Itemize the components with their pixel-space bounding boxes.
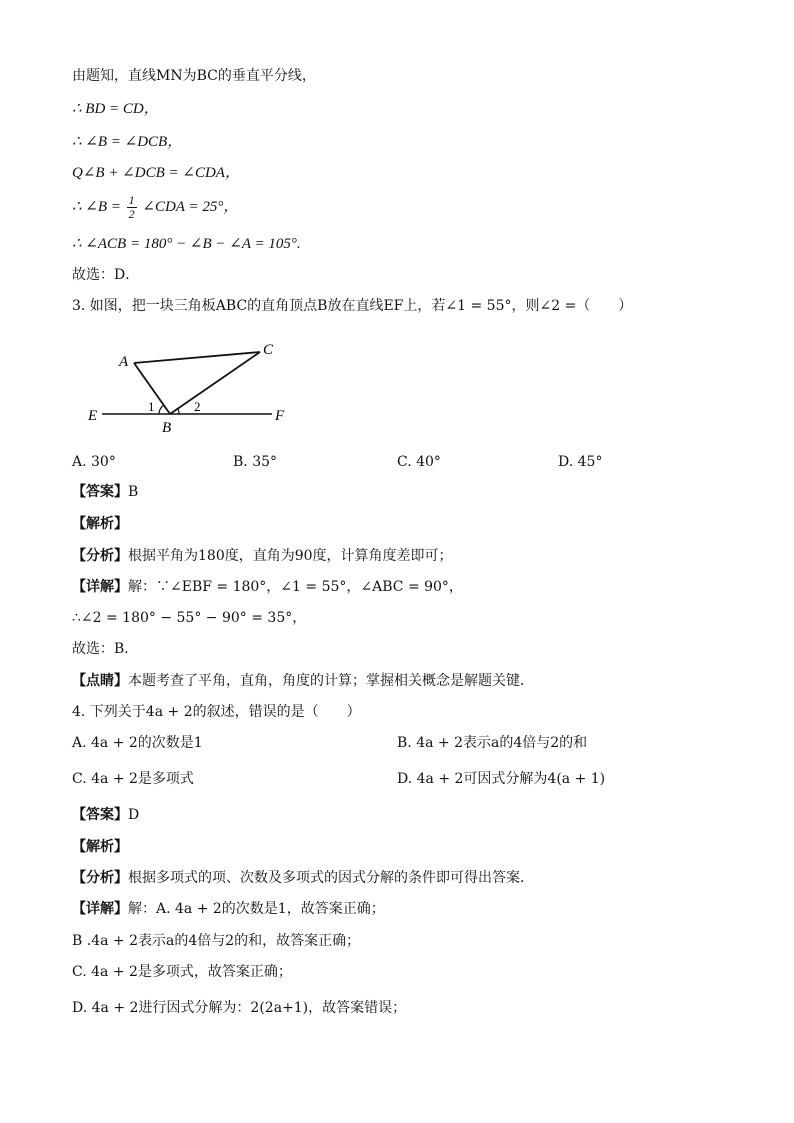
q3-option-b: B. 35°	[233, 454, 278, 470]
label-f: F	[275, 408, 285, 424]
xiangjie-text: 解：A. 4a + 2的次数是1，故答案正确；	[128, 901, 385, 917]
answer-value: B	[128, 484, 139, 500]
q4-option-d: D. 4a + 2可因式分解为4(a + 1)	[397, 771, 606, 787]
fraction-numerator: 1	[128, 193, 135, 207]
q3-analysis-tag: 【解析】	[72, 516, 128, 532]
answer-value: D	[128, 807, 140, 823]
q4-analysis-tag: 【解析】	[72, 839, 128, 855]
q2-line-4: Q∠B + ∠DCB = ∠CDA，	[72, 165, 240, 181]
dianjing-text: 本题考查了平角，直角，角度的计算；掌握相关概念是解题关键．	[128, 673, 534, 689]
q2-line-2: ∴ BD = CD，	[72, 101, 159, 117]
q2-line-6: ∴ ∠ACB = 180° − ∠B − ∠A = 105°.	[72, 236, 301, 252]
q2-line-5-suffix: ∠CDA = 25°，	[142, 198, 239, 215]
fraction-denominator: 2	[128, 207, 135, 221]
q4-fenxi	[72, 868, 534, 888]
q4-stem: 4. 下列关于4a + 2的叙述，错误的是（ ）	[72, 704, 361, 720]
fenxi-text: 根据多项式的项、次数及多项式的因式分解的条件即可得出答案．	[128, 870, 534, 886]
q2-line-5	[72, 194, 238, 221]
angle-1-arc	[159, 405, 164, 414]
q2-line-1: 由题知，直线MN为BC的垂直平分线，	[72, 68, 316, 84]
dianjing-tag: 【点睛】	[72, 673, 128, 689]
fenxi-text: 根据平角为180度，直角为90度，计算角度差即可；	[128, 548, 453, 564]
xiangjie-text: 解：∵∠EBF = 180°，∠1 = 55°，∠ABC = 90°，	[128, 579, 463, 595]
label-c: C	[263, 342, 274, 358]
segment-ac	[134, 352, 260, 363]
q3-choose: 故选：B．	[72, 641, 139, 657]
q4-option-b: B. 4a + 2表示a的4倍与2的和	[397, 735, 588, 751]
q3-option-a: A. 30°	[72, 454, 116, 470]
q4-line-d: D. 4a + 2进行因式分解为：2(2a+1)，故答案错误；	[72, 1000, 407, 1016]
xiangjie-tag: 【详解】	[72, 901, 128, 917]
label-b: B	[162, 420, 172, 436]
q3-figure	[80, 336, 300, 436]
label-a: A	[119, 354, 129, 370]
q3-fenxi	[72, 546, 453, 566]
q4-line-c: C. 4a + 2是多项式，故答案正确；	[72, 964, 292, 980]
q4-option-a: A. 4a + 2的次数是1	[72, 735, 203, 751]
label-angle-2: 2	[194, 399, 201, 414]
answer-tag: 【答案】	[72, 484, 128, 500]
answer-tag: 【答案】	[72, 807, 128, 823]
q3-stem: 3. 如图，把一块三角板ABC的直角顶点B放在直线EF上，若∠1 = 55°，则∠2 =（ ）	[72, 298, 633, 314]
q3-step-2: ∴∠2 = 180° − 55° − 90° = 35°，	[72, 610, 307, 626]
q2-choose: 故选：D．	[72, 267, 140, 283]
q3-answer	[72, 482, 138, 502]
fenxi-tag: 【分析】	[72, 548, 128, 564]
fraction	[127, 194, 137, 221]
q4-line-b: B .4a + 2表示a的4倍与2的和，故答案正确；	[72, 933, 361, 949]
fenxi-tag: 【分析】	[72, 870, 128, 886]
q3-option-d: D. 45°	[558, 454, 603, 470]
q4-option-c: C. 4a + 2是多项式	[72, 771, 194, 787]
q4-answer	[72, 805, 139, 825]
q2-line-5-prefix: ∴ ∠B =	[72, 198, 121, 215]
q2-line-3: ∴ ∠B = ∠DCB，	[72, 134, 183, 150]
q3-dianjing	[72, 671, 534, 691]
label-e: E	[88, 408, 98, 424]
q4-xiangjie	[72, 899, 385, 919]
label-angle-1: 1	[148, 399, 155, 414]
xiangjie-tag: 【详解】	[72, 579, 128, 595]
q3-option-c: C. 40°	[397, 454, 441, 470]
q3-xiangjie	[72, 577, 463, 597]
segment-bc	[170, 352, 260, 414]
